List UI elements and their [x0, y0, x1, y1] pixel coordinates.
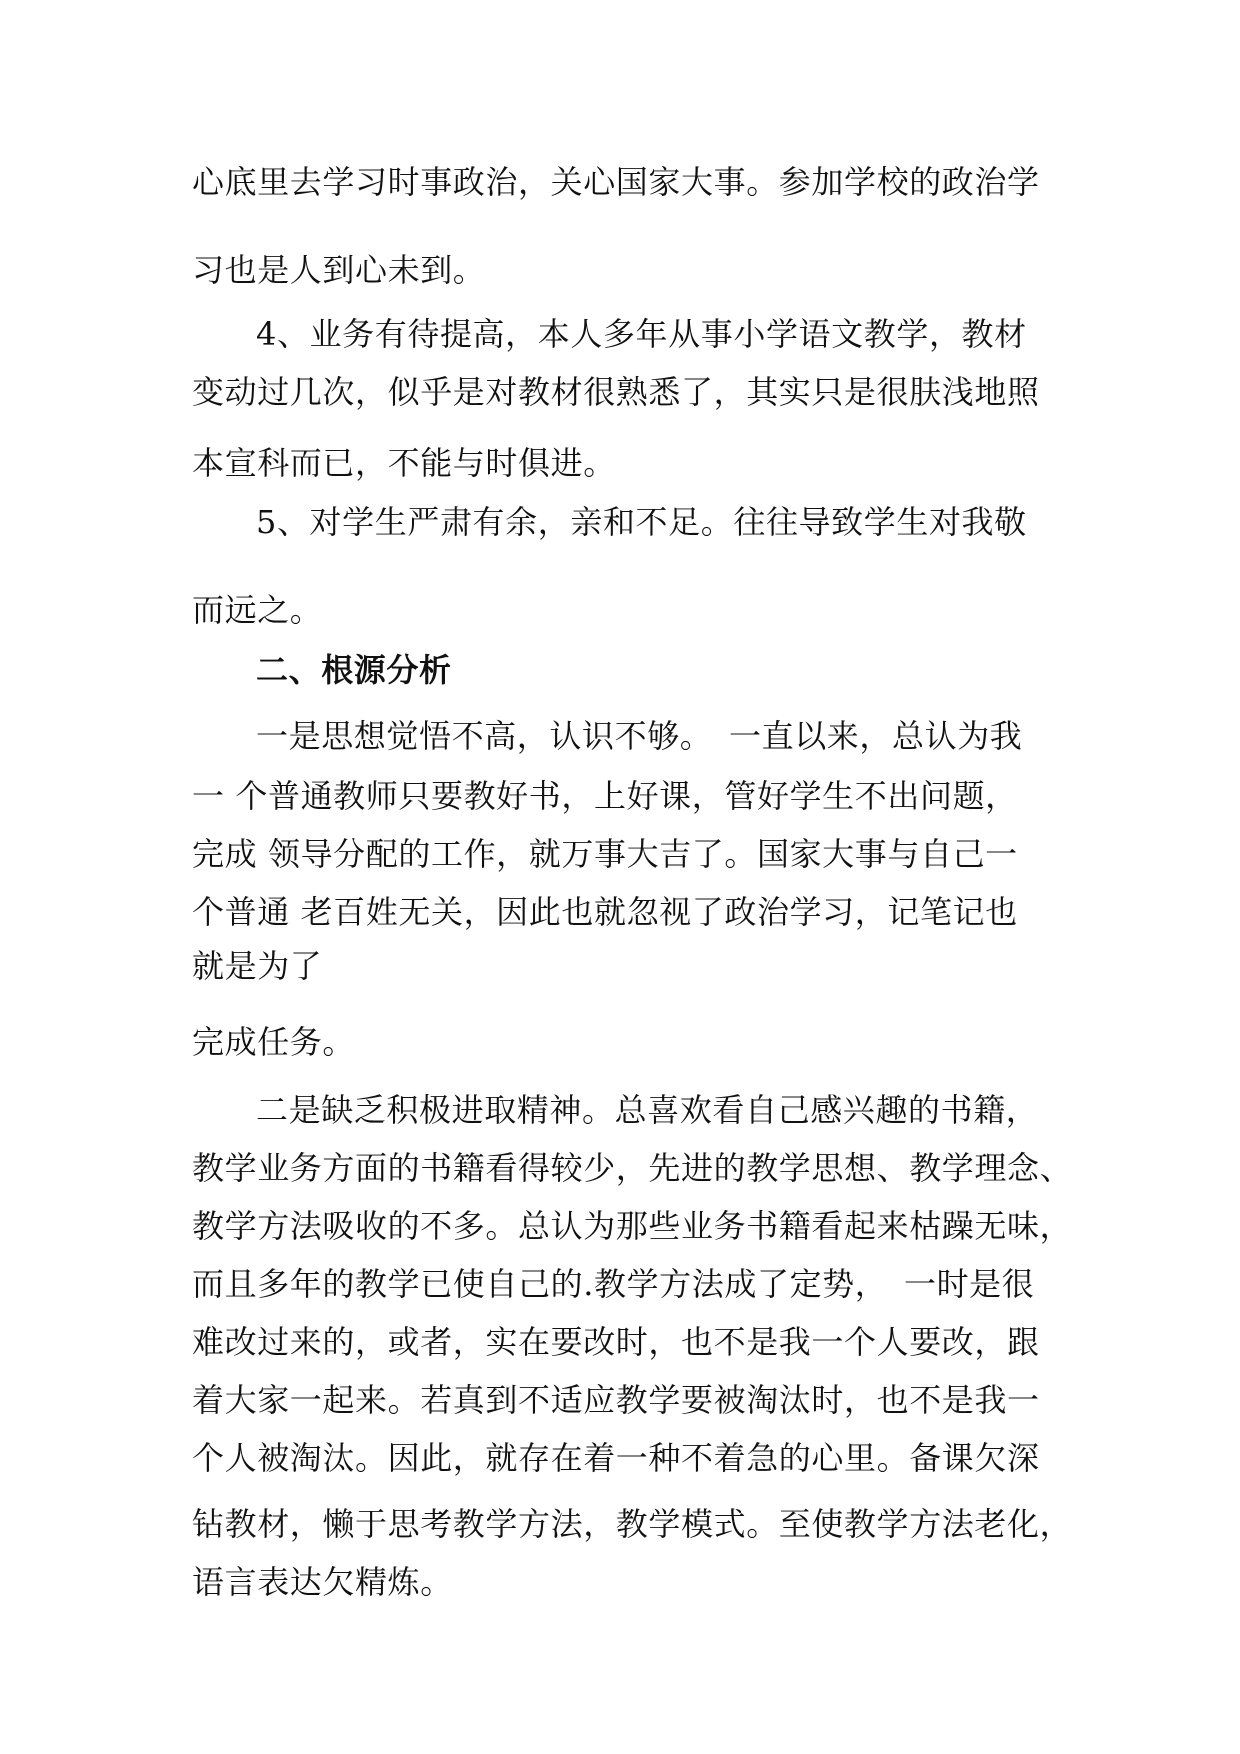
text-line: 教学业务方面的书籍看得较少，先进的教学思想、教学理念、	[192, 1149, 1073, 1187]
text-line: 教学方法吸收的不多。总认为那些业务书籍看起来枯躁无味，	[192, 1207, 1073, 1245]
text-line: 完成 领导分配的工作，就万事大吉了。国家大事与自己一	[192, 835, 1018, 873]
text-line: 变动过几次，似乎是对教材很熟悉了，其实只是很肤浅地照	[192, 373, 1040, 411]
text-line: 难改过来的，或者，实在要改时，也不是我一个人要改，跟	[192, 1323, 1040, 1361]
text-line: 着大家一起来。若真到不适应教学要被淘汰时，也不是我一	[192, 1381, 1040, 1419]
text-line: 就是为了	[192, 947, 323, 985]
text-line: 二是缺乏积极进取精神。总喜欢看自己感兴趣的书籍，	[256, 1091, 1039, 1129]
text-line: 一 个普通教师只要教好书，上好课，管好学生不出问题，	[192, 777, 1018, 815]
text-line: 钻教材，懒于思考教学方法，教学模式。至使教学方法老化，	[192, 1505, 1073, 1543]
text-line: 而且多年的教学已使自己的.教学方法成了定势， 一时是很	[192, 1265, 1035, 1303]
text-line: 完成任务。	[192, 1023, 356, 1061]
text-line: 一是思想觉悟不高，认识不够。 一直以来，总认为我	[256, 717, 1023, 755]
text-line: 语言表达欠精炼。	[192, 1563, 453, 1601]
text-line: 4、业务有待提高，本人多年从事小学语文教学，教材	[256, 315, 1027, 353]
text-line: 个普通 老百姓无关，因此也就忽视了政治学习，记笔记也	[192, 893, 1018, 931]
text-line: 习也是人到心未到。	[192, 251, 486, 289]
text-line: 5、对学生严肃有余，亲和不足。往往导致学生对我敬	[256, 503, 1027, 541]
text-line: 本宣科而已，不能与时俱进。	[192, 444, 616, 482]
section-heading: 二、根源分析	[256, 651, 452, 689]
text-line: 而远之。	[192, 591, 323, 629]
text-line: 个人被淘汰。因此，就存在着一种不着急的心里。备课欠深	[192, 1439, 1040, 1477]
text-line: 心底里去学习时事政治，关心国家大事。参加学校的政治学	[192, 163, 1040, 201]
